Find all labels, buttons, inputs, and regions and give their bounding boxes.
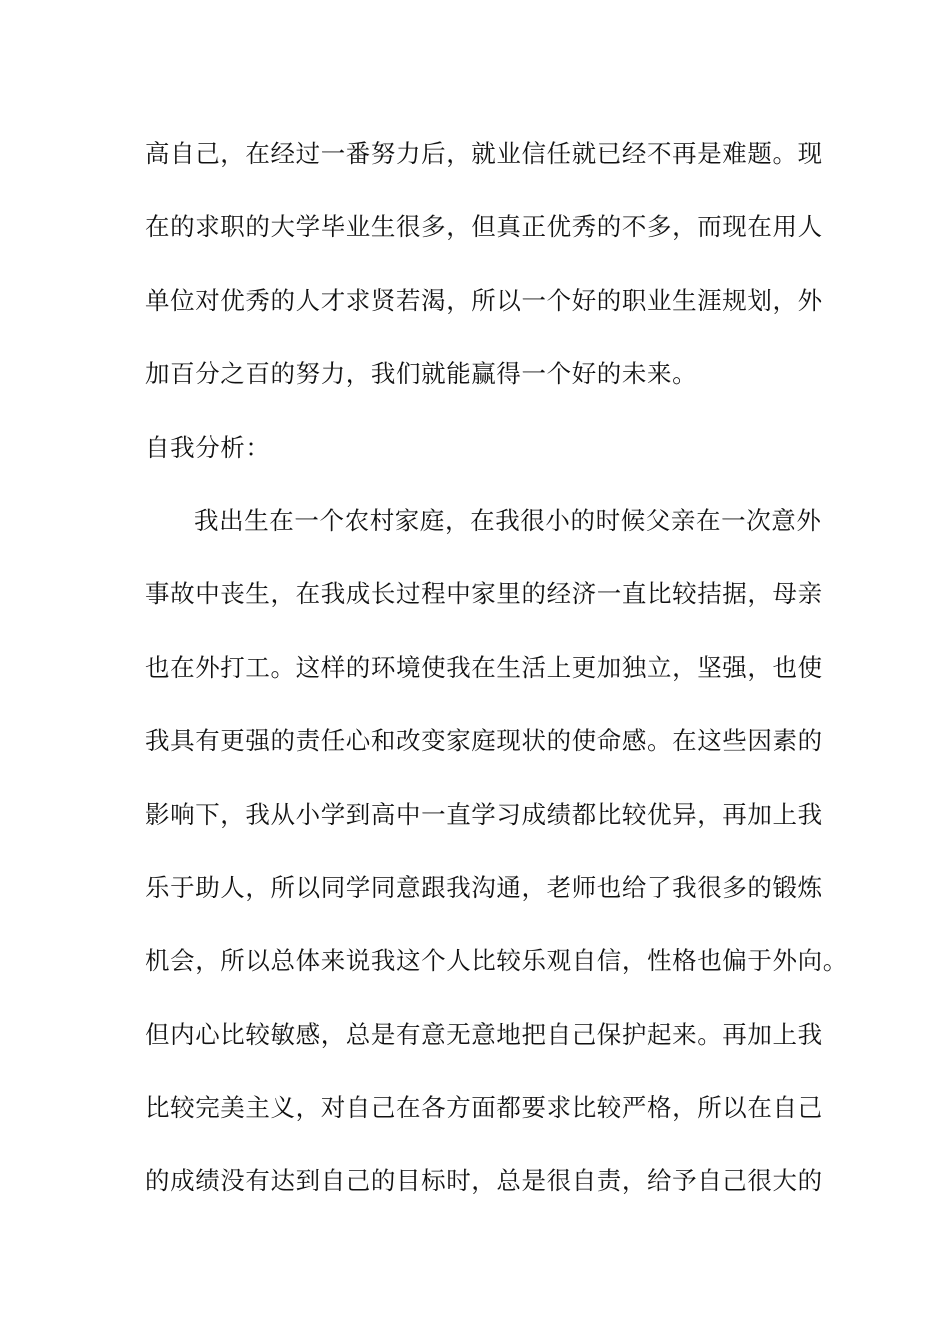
text-line: 高自己，在经过一番努力后，就业信任就已经不再是难题。现: [145, 139, 823, 168]
text-line: 影响下，我从小学到高中一直学习成绩都比较优异，再加上我: [145, 799, 823, 829]
text-line: 加百分之百的努力，我们就能赢得一个好的未来。: [145, 359, 698, 389]
text-line: 我出生在一个农村家庭，在我很小的时候父亲在一次意外: [194, 505, 822, 535]
body-text: [145, 134, 848, 1235]
text-line: 的成绩没有达到自己的目标时，总是很自责，给予自己很大的: [145, 1166, 823, 1196]
text-line: 但内心比较敏感，总是有意无意地把自己保护起来。再加上我: [145, 1019, 823, 1049]
text-line: 机会，所以总体来说我这个人比较乐观自信，性格也偏于外向。: [145, 946, 848, 976]
text-line: 在的求职的大学毕业生很多，但真正优秀的不多，而现在用人: [145, 212, 823, 242]
text-line: 比较完美主义，对自己在各方面都要求比较严格，所以在自己: [145, 1093, 823, 1123]
section-heading: 自我分析：: [145, 432, 271, 462]
text-line: 我具有更强的责任心和改变家庭现状的使命感。在这些因素的: [145, 726, 823, 756]
text-line: 乐于助人，所以同学同意跟我沟通，老师也给了我很多的锻炼: [145, 872, 823, 902]
text-line: 单位对优秀的人才求贤若渴，所以一个好的职业生涯规划，外: [145, 285, 823, 315]
text-line: 也在外打工。这样的环境使我在生活上更加独立，坚强，也使: [145, 652, 823, 682]
text-line: 事故中丧生，在我成长过程中家里的经济一直比较拮据，母亲: [145, 579, 823, 609]
